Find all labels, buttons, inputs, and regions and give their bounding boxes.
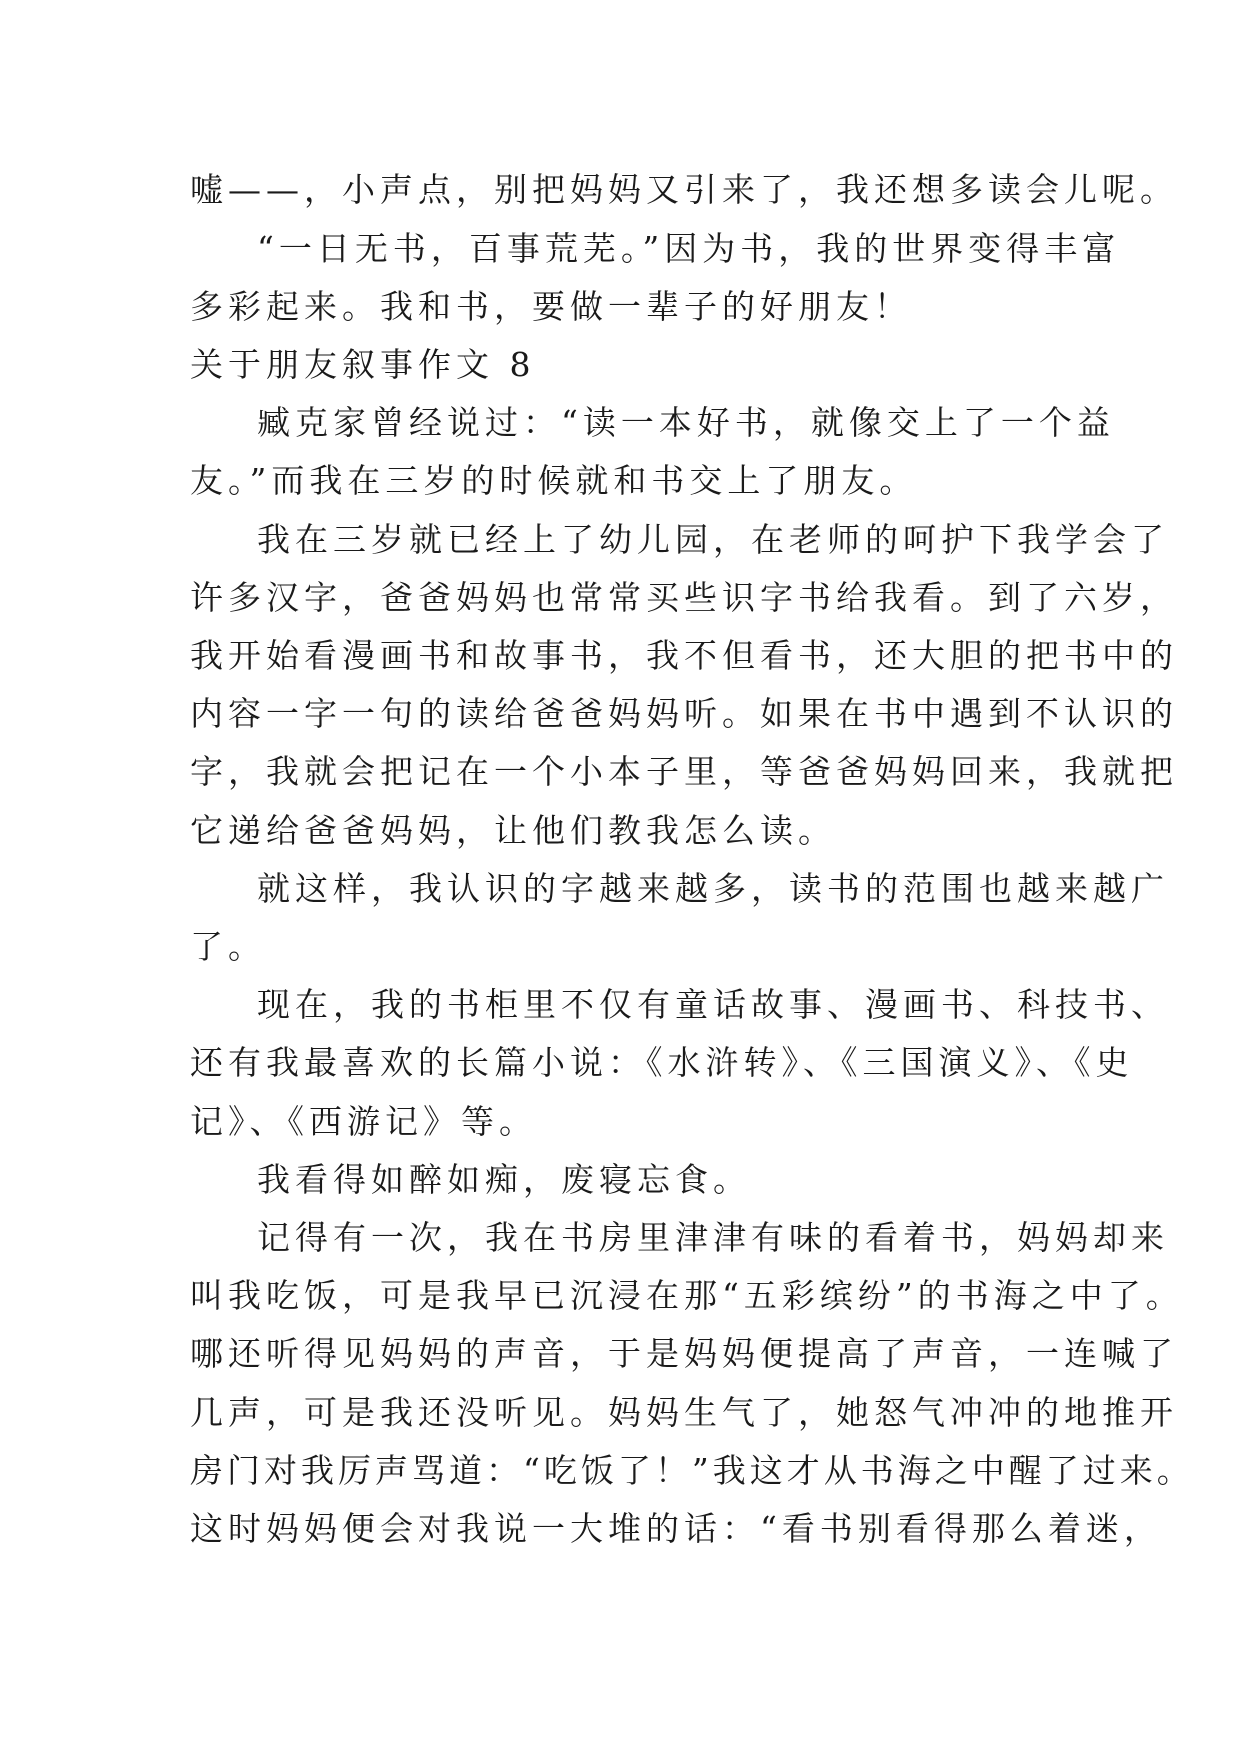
text-line: 这时妈妈便会对我说一大堆的话：“看书别看得那么着迷， bbox=[190, 1509, 1162, 1548]
text-line: 许多汉字，爸爸妈妈也常常买些识字书给我看。到了六岁， bbox=[190, 578, 1178, 617]
text-line: 嘘——，小声点，别把妈妈又引来了，我还想多读会儿呢。 bbox=[190, 170, 1178, 209]
text-line: 记得有一次，我在书房里津津有味的看着书，妈妈却来 bbox=[257, 1218, 1169, 1257]
text-line: 几声，可是我还没听见。妈妈生气了，她怒气冲冲的地推开 bbox=[190, 1393, 1178, 1432]
text-line: 还有我最喜欢的长篇小说：《水浒转》、《三国演义》、《史 bbox=[190, 1043, 1134, 1082]
text-line: 了。 bbox=[190, 927, 266, 966]
text-line: 哪还听得见妈妈的声音，于是妈妈便提高了声音，一连喊了 bbox=[190, 1334, 1178, 1373]
section-heading: 关于朋友叙事作文 8 bbox=[190, 345, 536, 384]
text-line: 记》、《西游记》等。 bbox=[190, 1102, 537, 1141]
text-line: 内容一字一句的读给爸爸妈妈听。如果在书中遇到不认识的 bbox=[190, 694, 1178, 733]
text-line: “一日无书，百事荒芜。”因为书，我的世界变得丰富 bbox=[257, 229, 1121, 268]
text-line: 它递给爸爸妈妈，让他们教我怎么读。 bbox=[190, 811, 836, 850]
text-line: 字，我就会把记在一个小本子里，等爸爸妈妈回来，我就把 bbox=[190, 752, 1178, 791]
text-line: 臧克家曾经说过：“读一本好书，就像交上了一个益 bbox=[257, 403, 1115, 442]
text-line: 现在，我的书柜里不仅有童话故事、漫画书、科技书、 bbox=[257, 985, 1169, 1024]
text-line: 我看得如醉如痴，废寝忘食。 bbox=[257, 1160, 751, 1199]
text-line: 房门对我厉声骂道：“吃饭了！”我这才从书海之中醒了过来。 bbox=[190, 1451, 1194, 1490]
text-line: 我开始看漫画书和故事书，我不但看书，还大胆的把书中的 bbox=[190, 636, 1178, 675]
text-line: 多彩起来。我和书，要做一辈子的好朋友！ bbox=[190, 287, 912, 326]
text-line: 我在三岁就已经上了幼儿园，在老师的呵护下我学会了 bbox=[257, 520, 1169, 559]
text-line: 叫我吃饭，可是我早已沉浸在那“五彩缤纷”的书海之中了。 bbox=[190, 1276, 1184, 1315]
text-line: 就这样，我认识的字越来越多，读书的范围也越来越广 bbox=[257, 869, 1169, 908]
text-line: 友。”而我在三岁的时候就和书交上了朋友。 bbox=[190, 461, 918, 500]
